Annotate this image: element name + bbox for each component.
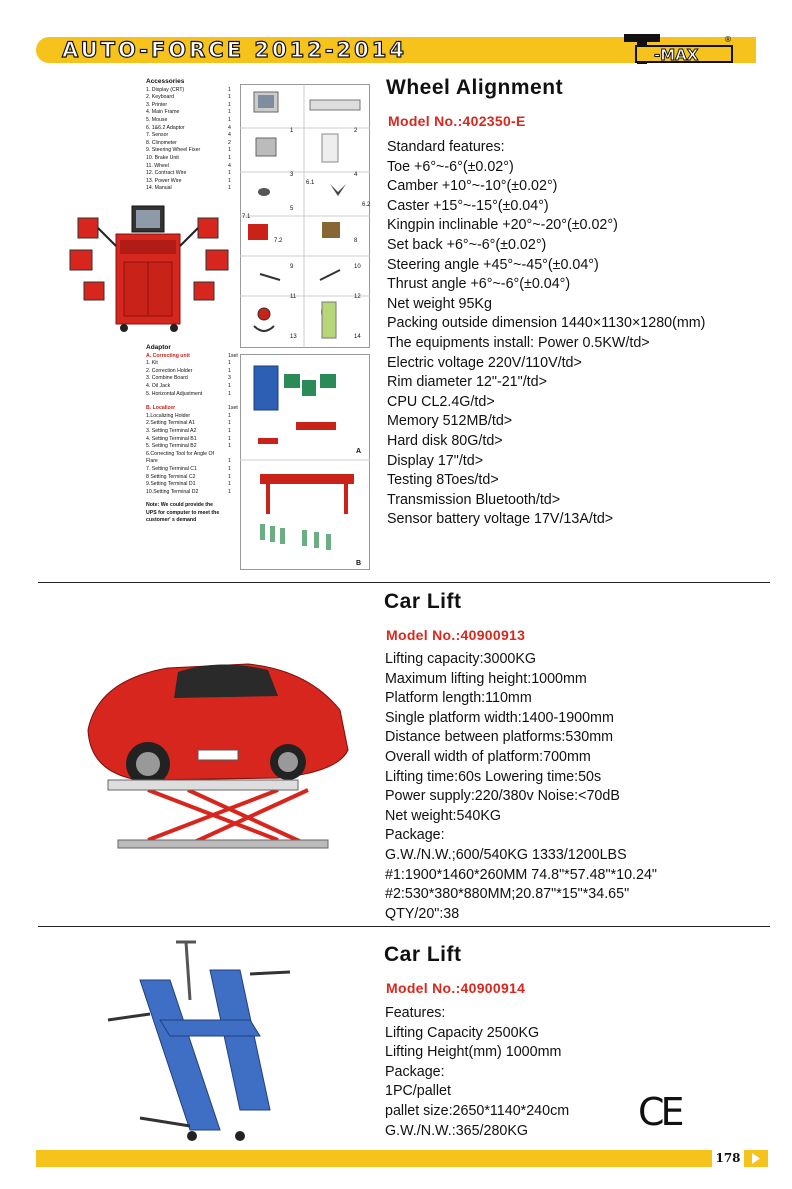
spec-line: Lifting Height(mm) 1000mm [385,1044,562,1061]
item-qty: 1 [228,360,231,367]
item-qty: 1 [228,154,231,161]
list-item [146,391,238,399]
item-qty: 3 [228,375,231,382]
spec-line: Standard features: [387,139,505,155]
adaptor-label-b: B [356,560,362,567]
item-qty: 1 [228,435,231,442]
list-item [146,383,238,391]
item-name: 8. Clinometer [146,139,177,146]
section-title-car-lift-1: Car Lift [384,590,462,613]
adaptor-list [146,344,238,525]
spec-line: Lifting Capacity 2500KG [385,1024,540,1041]
item-qty: 1 [228,185,231,192]
item-name: 6.Correcting Tool for Angle Of [146,450,214,457]
part-number-label: 6.2 [362,202,371,208]
spec-line: QTY/20":38 [385,905,460,922]
item-name: 12. Contract Wire [146,170,187,177]
page-arrow-icon [744,1150,768,1167]
header-title: AUTO-FORCE 2012-2014 [62,38,407,62]
item-name: 2. Keyboard [146,94,174,101]
model-number-402350e: Model No.:402350-E [388,113,526,129]
page-number: 178 [715,1151,741,1165]
adaptor-a-heading: A. Correcting unit [146,352,190,359]
item-qty: 1 [228,382,231,389]
spec-line: Package: [385,827,445,844]
list-item [146,420,238,428]
car-lift-red-sports-car-image [78,640,364,862]
item-name: 13. Power Wire [146,177,182,184]
list-item [146,474,238,482]
spec-line: Transmission Bluetooth/td> [387,491,561,508]
item-qty: 1 [228,473,231,480]
spec-line: Sensor battery voltage 17V/13A/td> [387,511,614,528]
accessories-list [146,78,231,193]
item-name: 5. Setting Terminal B2 [146,443,197,450]
item-qty: 1 [228,177,231,184]
item-qty: 4 [228,132,231,139]
item-name: 10.Setting Terminal D2 [146,488,199,495]
spec-line: Net weight:540KG [385,807,502,824]
spec-line: Maximum lifting height:1000mm [385,670,587,687]
adaptor-parts-illustrations [240,354,370,570]
note-line: UPS for computer to meet the [146,509,220,516]
spec-line: Camber +10°~-10°(±0.02°) [387,178,558,195]
item-qty: 1 [228,412,231,419]
item-qty: 4 [228,124,231,131]
spec-line: Steering angle +45°~-45°(±0.04°) [387,256,599,273]
list-item [146,109,231,117]
spec-line: Single platform width:1400-1900mm [385,709,614,726]
item-name: 5. Horizontal Adjustment [146,390,203,397]
list-item [146,458,238,466]
item-qty: 1 [228,116,231,123]
list-item [146,185,231,193]
part-number-label: 9 [290,264,294,270]
spec-line: Memory 512MB/td> [387,413,513,430]
spec-line: Power supply:220/380v Noise:<70dB [385,788,620,805]
list-item [146,375,238,383]
list-item [146,163,231,171]
spec-list-wheel-alignment [387,138,705,530]
spec-line: Display 17"/td> [387,452,484,469]
section-divider [38,582,770,583]
part-number-label: 2 [354,128,358,134]
item-qty: 1 [228,481,231,488]
item-name: 1. Kit [146,360,158,367]
spec-line: Platform length:110mm [385,690,532,707]
item-qty: 1 [228,170,231,177]
part-number-label: 12 [354,294,361,300]
spec-line: Testing 8Toes/td> [387,472,499,489]
spec-line: #1:1900*1460*260MM 74.8"*57.48"*10.24" [385,866,657,883]
part-number-label: 5 [290,206,294,212]
list-item [146,451,238,459]
item-qty: 1 [228,488,231,495]
part-number-label: 7.2 [274,238,283,244]
car-lift-blue-platform-image [100,940,300,1145]
item-qty: 1 [228,458,231,465]
item-qty: 1 [228,443,231,450]
spec-line: Electric voltage 220V/110V/td> [387,354,582,371]
item-name: 2. Correction Holder [146,367,193,374]
item-name: 3. Combine Board [146,375,188,382]
section-title-car-lift-2: Car Lift [384,943,462,966]
list-item [146,413,238,421]
list-item [146,178,231,186]
item-name: 4. Setting Terminal B1 [146,435,197,442]
spec-line: Rim diameter 12"-21"/td> [387,374,547,391]
tmax-logo [620,30,736,68]
brand-text: -MAX [654,46,699,64]
svg-text:®: ® [724,35,732,44]
accessories-sheet [140,76,378,571]
item-name: 4. Main Frame [146,109,180,116]
item-name: 5. Mouse [146,116,168,123]
accessories-title: Accessories [146,78,185,85]
part-number-label: 7.1 [242,214,251,220]
part-number-label: 1 [290,128,294,134]
item-qty: 1 [228,465,231,472]
wheel-aligner-machine-image [50,198,240,338]
list-item [146,125,231,133]
item-qty: 1 [228,367,231,374]
part-number-label: 11 [290,294,297,300]
item-qty: 2 [228,139,231,146]
item-name: 1. Display (CRT) [146,86,185,93]
adaptor-b-qty: 1set [228,405,238,412]
part-number-label: 10 [354,264,361,270]
spec-line: Distance between platforms:530mm [385,729,614,746]
part-number-label: 8 [354,238,358,244]
item-name: 9.Setting Terminal D1 [146,481,196,488]
list-item [146,466,238,474]
item-name: 6. 1&6.2 Adaptor [146,124,185,131]
part-number-label: 13 [290,334,297,340]
list-item [146,102,231,110]
list-item [146,87,231,95]
item-qty: 1 [228,147,231,154]
item-qty: 1 [228,109,231,116]
list-item [146,140,231,148]
adaptor-b-heading: B. Localizer [146,405,176,412]
item-qty: 4 [228,162,231,169]
list-item [146,481,238,489]
spec-line: Kingpin inclinable +20°~-20°(±0.02°) [387,217,618,234]
spec-line: pallet size:2650*1140*240cm [385,1102,570,1119]
item-name: 4. Oil Jack [146,382,171,389]
item-name: 8 Setting Terminal C2 [146,473,196,480]
item-name: 10. Brake Unit [146,154,179,161]
spec-line: Packing outside dimension 1440×1130×1280(mm) [387,315,706,332]
part-number-label: 6.1 [306,180,315,186]
item-name: 14. Manual [146,185,172,192]
note-line: customer' s demand [146,517,197,524]
item-name: 3. Printer [146,101,168,108]
spec-line: G.W./N.W.:365/280KG [385,1122,529,1139]
spec-line: Package: [385,1063,445,1080]
item-name: 11. Wheel [146,162,169,169]
spec-line: Caster +15°~-15°(±0.04°) [387,197,549,214]
model-number-40900914: Model No.:40900914 [386,980,526,996]
list-item [146,428,238,436]
list-item [146,436,238,444]
item-name: 1.Localizing Holder [146,412,191,419]
list-item [146,360,238,368]
list-item [146,132,231,140]
adaptor-title: Adaptor [146,344,171,351]
section-divider-2 [38,926,770,927]
adaptor-label-a: A [356,448,362,455]
list-item [146,147,231,155]
accessory-parts-illustrations [240,84,370,348]
spec-line: The equipments install: Power 0.5KW/td> [387,334,650,351]
item-name: 7. Setting Terminal C1 [146,465,197,472]
spec-line: Net weight 95Kg [387,295,492,312]
spec-line: Overall width of platform:700mm [385,748,591,765]
item-qty: 1 [228,94,231,101]
adaptor-a-qty: 1set [228,352,238,359]
item-qty: 1 [228,86,231,93]
item-name: 7. Sensor [146,132,169,139]
section-title-wheel-alignment: Wheel Alignment [386,76,564,99]
item-qty: 1 [228,427,231,434]
spec-line: Set back +6°~-6°(±0.02°) [387,236,547,253]
spec-line: Lifting time:60s Lowering time:50s [385,768,602,785]
spec-line: G.W./N.W.;600/540KG 1333/1200LBS [385,846,627,863]
spec-line: Thrust angle +6°~-6°(±0.04°) [387,276,571,293]
spec-line: Toe +6°~-6°(±0.02°) [387,158,514,175]
ce-mark: CE [638,1090,681,1134]
list-item [146,443,238,451]
list-item [146,94,231,102]
part-number-label: 14 [354,334,361,340]
spec-line: Hard disk 80G/td> [387,432,503,449]
item-qty: 1 [228,390,231,397]
footer-bar [36,1150,712,1167]
item-name: 9. Steering Wheel Fixer [146,147,201,154]
spec-line: Lifting capacity:3000KG [385,651,537,667]
spec-list-car-lift-2 [385,1004,569,1141]
item-name: 2.Setting Terminal A1 [146,420,195,427]
item-name: 3. Setting Terminal A2 [146,427,197,434]
note-line: Note: We could provide the [146,502,214,509]
spec-line: CPU CL2.4G/td> [387,393,495,410]
part-number-label: 3 [290,172,294,178]
model-number-40900913: Model No.:40900913 [386,627,526,643]
spec-list-car-lift-1 [385,650,657,924]
list-item [146,117,231,125]
spec-line: Features: [385,1005,446,1021]
item-name: Flare [146,458,158,465]
list-item [146,489,238,497]
list-item [146,368,238,376]
list-item [146,155,231,163]
item-qty: 1 [228,101,231,108]
spec-line: #2:530*380*880MM;20.87"*15"*34.65" [385,886,630,903]
part-number-label: 4 [354,172,358,178]
spec-line: 1PC/pallet [385,1083,451,1100]
list-item [146,170,231,178]
item-qty: 1 [228,420,231,427]
